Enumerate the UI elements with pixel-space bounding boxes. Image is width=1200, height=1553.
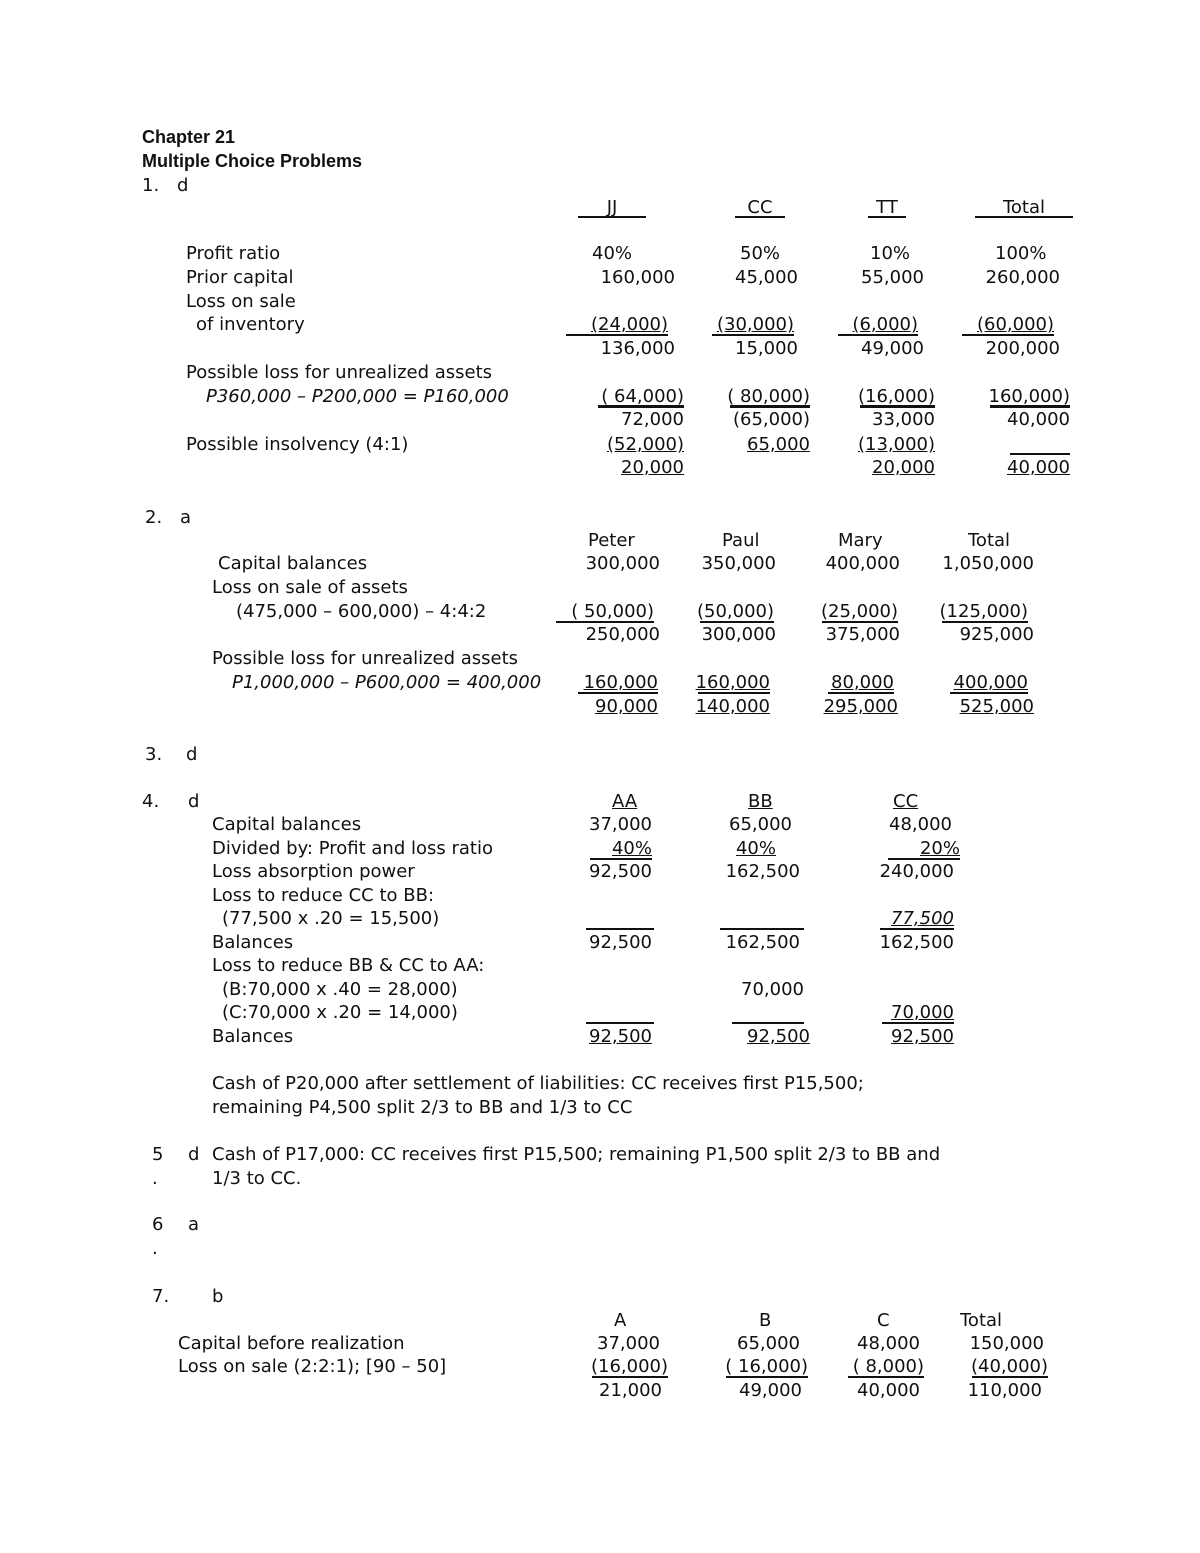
p1-rule (712, 334, 794, 336)
p4-cell: 40% (735, 838, 776, 859)
p1-label-formula: P360,000 – P200,000 = P160,000 (206, 386, 509, 407)
p2-cell: 300,000 (701, 624, 776, 645)
p4-cell: 70,000 (741, 979, 804, 1000)
p1-label-of-inventory: of inventory (196, 314, 305, 335)
p7-label-capital: Capital before realization (178, 1333, 405, 1354)
p1-rule (962, 334, 1054, 336)
p2-cell: 80,000 (831, 672, 894, 693)
p2-cell: 400,000 (825, 553, 900, 574)
p4-cell: 92,500 (747, 1026, 810, 1047)
p4-label-c-calc: (C:70,000 x .20 = 14,000) (222, 1002, 458, 1023)
p4-cell: 40% (611, 838, 652, 859)
p2-rule (950, 692, 1028, 694)
p4-cell: 240,000 (879, 861, 954, 882)
p4-cell: 92,500 (891, 1026, 954, 1047)
p2-col-peter: Peter (588, 530, 635, 551)
p7-cell: 110,000 (967, 1380, 1042, 1401)
p1-cell: (65,000) (732, 409, 810, 430)
p2-col-mary: Mary (838, 530, 883, 551)
p1-label-possible-loss: Possible loss for unrealized assets (186, 362, 493, 383)
p1-rule (990, 405, 1070, 408)
p4-col-aa: AA (612, 791, 638, 812)
p2-rule (578, 692, 658, 694)
p4-cell: 92,500 (589, 1026, 652, 1047)
p1-cell: (30,000) (716, 314, 794, 335)
p1-cell: 260,000 (985, 267, 1060, 288)
p7-label-loss: Loss on sale (2:2:1); [90 – 50] (178, 1356, 447, 1377)
p2-label-capital: Capital balances (218, 553, 368, 574)
p4-cell: 77,500 (891, 908, 954, 929)
p2-label-possible-loss: Possible loss for unrealized assets (212, 648, 519, 669)
p1-col-cc: CC (747, 197, 773, 218)
p2-cell: 350,000 (701, 553, 776, 574)
p2-label-formula: P1,000,000 – P600,000 = 400,000 (232, 672, 542, 693)
p4-cell: 92,500 (589, 932, 652, 953)
p7-rule (592, 1376, 668, 1378)
p7-number: 7. (152, 1286, 170, 1307)
p1-cell: 200,000 (985, 338, 1060, 359)
p7-cell: 21,000 (599, 1380, 662, 1401)
p7-cell: 65,000 (737, 1333, 800, 1354)
p4-cell: 162,500 (725, 861, 800, 882)
p7-cell: 48,000 (857, 1333, 920, 1354)
section-title: Multiple Choice Problems (142, 151, 363, 171)
p4-col-bb: BB (748, 791, 773, 812)
p1-cell: 45,000 (735, 267, 798, 288)
p7-cell: ( 8,000) (852, 1356, 924, 1377)
p7-col-b: B (759, 1310, 772, 1331)
p4-label-lap: Loss absorption power (212, 861, 415, 882)
p4-rule (880, 928, 954, 930)
p2-cell: 250,000 (585, 624, 660, 645)
p2-cell: (125,000) (939, 601, 1028, 622)
p2-rule (700, 621, 774, 623)
p1-answer: d (177, 175, 189, 196)
p2-rule (822, 621, 898, 623)
p1-cell: 20,000 (621, 457, 684, 478)
p2-cell: 300,000 (585, 553, 660, 574)
p1-col-jj: JJ (606, 197, 618, 218)
p2-cell: 90,000 (595, 696, 658, 717)
p7-cell: ( 16,000) (725, 1356, 808, 1377)
p2-cell: 400,000 (953, 672, 1028, 693)
p1-cell: 55,000 (861, 267, 924, 288)
p2-rule (942, 621, 1028, 623)
p5-answer: d (188, 1144, 200, 1165)
p4-label-reduce-cc: Loss to reduce CC to BB: (212, 885, 435, 906)
p1-cell: 15,000 (735, 338, 798, 359)
p4-label-reduce-cc-calc: (77,500 x .20 = 15,500) (222, 908, 440, 929)
p4-col-cc: CC (893, 791, 919, 812)
p7-cell: 49,000 (739, 1380, 802, 1401)
p2-cell: 1,050,000 (942, 553, 1034, 574)
p2-number: 2. (145, 507, 163, 528)
p4-rule (586, 1022, 654, 1024)
p1-label-insolvency: Possible insolvency (4:1) (186, 434, 409, 455)
p5-dot: . (152, 1168, 158, 1189)
p1-cell: 49,000 (861, 338, 924, 359)
p4-cell: 162,500 (879, 932, 954, 953)
p7-rule (848, 1376, 924, 1378)
p4-label-balances: Balances (212, 932, 294, 953)
p2-col-paul: Paul (722, 530, 760, 551)
p1-rule (598, 405, 684, 408)
p7-col-c: C (877, 1310, 890, 1331)
p2-cell: 160,000 (583, 672, 658, 693)
p1-cell: 72,000 (621, 409, 684, 430)
p1-label-prior-capital: Prior capital (186, 267, 294, 288)
p1-cell: 100% (995, 243, 1047, 264)
p4-note-line2: remaining P4,500 split 2/3 to BB and 1/3 to CC (212, 1097, 633, 1118)
p4-label-b-calc: (B:70,000 x .40 = 28,000) (222, 979, 458, 1000)
p7-answer: b (212, 1286, 224, 1307)
p1-cell: 136,000 (600, 338, 675, 359)
p5-text-line2: 1/3 to CC. (212, 1168, 302, 1189)
p2-cell: (25,000) (820, 601, 898, 622)
p4-cell: 20% (919, 838, 960, 859)
p6-answer: a (188, 1214, 200, 1235)
p4-rule (586, 928, 654, 930)
p4-cell: 37,000 (589, 814, 652, 835)
p7-cell: (40,000) (970, 1356, 1048, 1377)
p4-number: 4. (142, 791, 160, 812)
p7-cell: 37,000 (597, 1333, 660, 1354)
p1-cell: (52,000) (606, 434, 684, 455)
p1-cell: 160,000 (600, 267, 675, 288)
p2-cell: 295,000 (823, 696, 898, 717)
p2-cell: 375,000 (825, 624, 900, 645)
p5-text-line1: Cash of P17,000: CC receives first P15,500; remaining P1,500 split 2/3 to BB and (212, 1144, 941, 1165)
p4-label-capital: Capital balances (212, 814, 362, 835)
p4-answer: d (188, 791, 200, 812)
p5-number: 5 (152, 1144, 164, 1165)
p4-cell: 70,000 (891, 1002, 954, 1023)
p1-cell: 40,000 (1007, 409, 1070, 430)
p7-rule (972, 1376, 1048, 1378)
p2-col-total: Total (968, 530, 1011, 551)
p1-col-tt: TT (876, 197, 898, 218)
p6-dot: . (152, 1238, 158, 1259)
p4-rule (590, 858, 652, 860)
p1-number: 1. (142, 175, 160, 196)
p1-cell: 40,000 (1007, 457, 1070, 478)
p7-col-a: A (614, 1310, 627, 1331)
p4-cell: 48,000 (889, 814, 952, 835)
p1-col-total-rule (975, 216, 1073, 218)
p2-label-loss-sale: Loss on sale of assets (212, 577, 408, 598)
p1-col-tt-rule (868, 216, 906, 218)
p4-cell: 92,500 (589, 861, 652, 882)
p4-rule (720, 928, 804, 930)
p2-rule (698, 692, 770, 694)
p4-rule (888, 858, 960, 860)
p1-cell: (13,000) (857, 434, 935, 455)
p4-label-balances2: Balances (212, 1026, 294, 1047)
p2-rule (828, 692, 894, 694)
p4-note-line1: Cash of P20,000 after settlement of liabilities: CC receives first P15,500; (212, 1073, 864, 1094)
p1-cell: (24,000) (590, 314, 668, 335)
p7-cell: 40,000 (857, 1380, 920, 1401)
p2-rule (556, 621, 654, 623)
p2-cell: 140,000 (695, 696, 770, 717)
p4-cell: 65,000 (729, 814, 792, 835)
p1-cell: (60,000) (976, 314, 1054, 335)
p2-cell: 525,000 (959, 696, 1034, 717)
chapter-title: Chapter 21 (142, 127, 236, 147)
p1-rule (838, 334, 918, 336)
p4-label-divided: Divided by: Profit and loss ratio (212, 838, 493, 859)
p2-label-loss-formula: (475,000 – 600,000) – 4:4:2 (236, 601, 487, 622)
p3-number: 3. (145, 744, 163, 765)
p4-rule (732, 1022, 804, 1024)
p7-cell: (16,000) (590, 1356, 668, 1377)
p2-cell: ( 50,000) (571, 601, 654, 622)
p1-cell: 40% (592, 243, 633, 264)
p7-col-total: Total (960, 1310, 1003, 1331)
p2-cell: (50,000) (696, 601, 774, 622)
p1-col-cc-rule (735, 216, 785, 218)
p1-cell: (6,000) (852, 314, 918, 335)
p2-answer: a (180, 507, 192, 528)
p6-number: 6 (152, 1214, 164, 1235)
p4-cell: 162,500 (725, 932, 800, 953)
p1-cell: 160,000) (988, 386, 1070, 407)
p3-answer: d (186, 744, 198, 765)
p1-cell: 33,000 (872, 409, 935, 430)
p1-cell: 10% (870, 243, 911, 264)
p1-cell: (16,000) (857, 386, 935, 407)
p2-cell: 160,000 (695, 672, 770, 693)
p1-cell: ( 64,000) (601, 386, 684, 407)
p1-col-total: Total (1002, 197, 1046, 218)
p1-cell: 65,000 (747, 434, 810, 455)
p4-rule (882, 1022, 954, 1024)
p7-rule (726, 1376, 808, 1378)
p1-col-jj-rule (578, 216, 646, 218)
p1-rule (1010, 453, 1070, 455)
p1-cell: ( 80,000) (727, 386, 810, 407)
p2-cell: 925,000 (959, 624, 1034, 645)
p1-rule (860, 405, 935, 408)
p1-cell: 50% (740, 243, 781, 264)
p1-cell: 20,000 (872, 457, 935, 478)
p1-label-profit-ratio: Profit ratio (186, 243, 281, 264)
p1-rule (566, 334, 668, 336)
p4-label-reduce-bbcc: Loss to reduce BB & CC to AA: (212, 955, 485, 976)
p7-cell: 150,000 (969, 1333, 1044, 1354)
p1-label-loss-on-sale: Loss on sale (186, 291, 296, 312)
p1-rule (730, 405, 810, 408)
